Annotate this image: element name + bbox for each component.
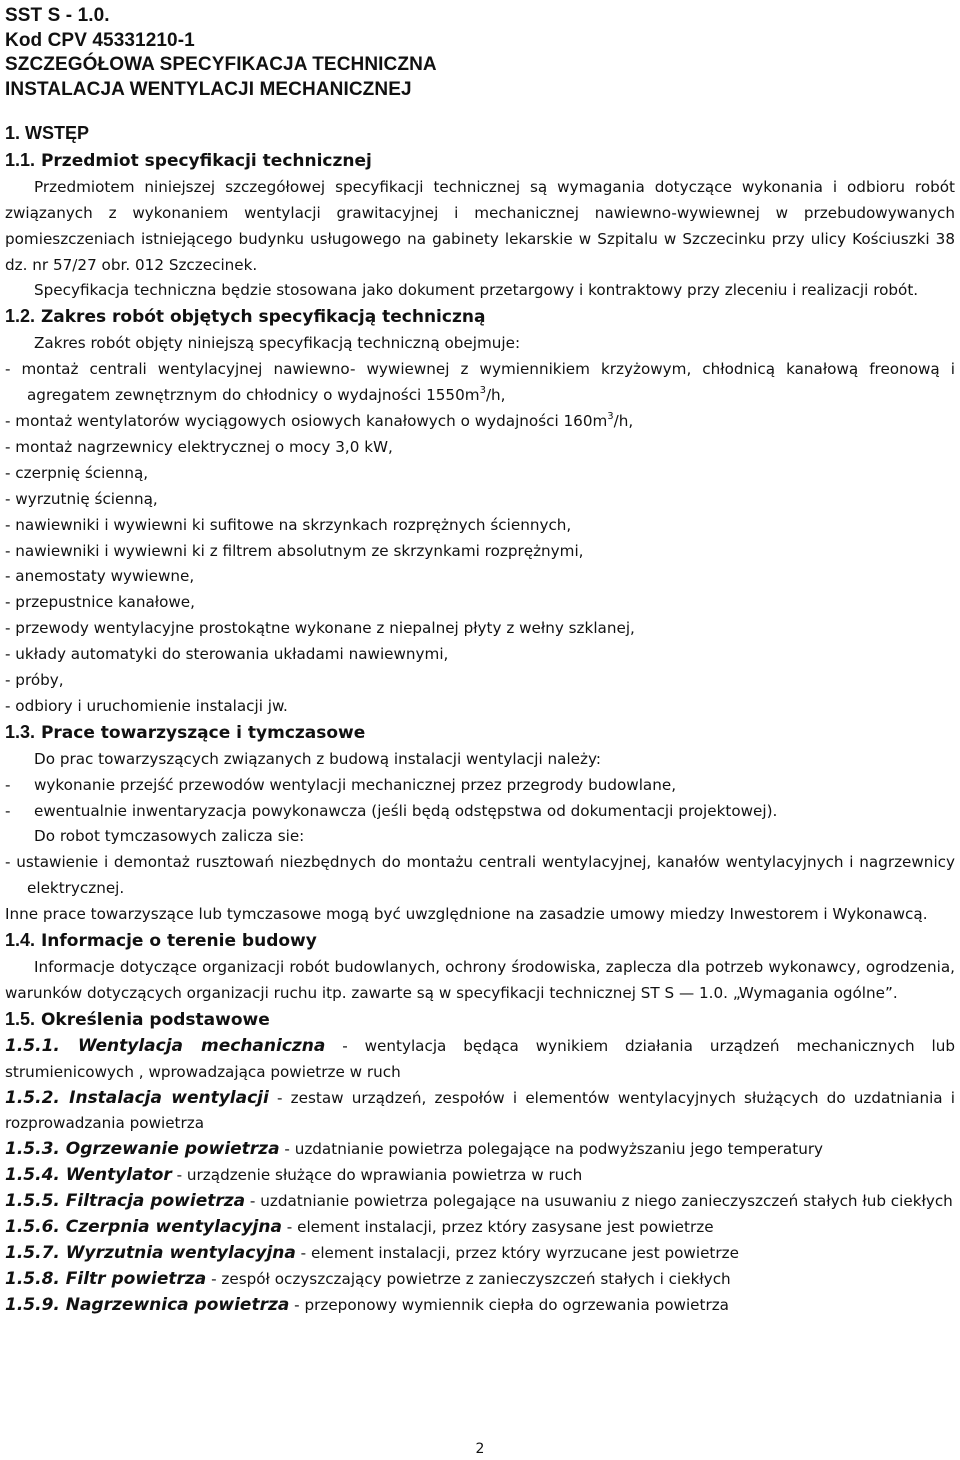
- paragraph-1-4: Informacje dotyczące organizacji robót budowlanych, ochrony środowiska, zaplecza dla potrzeb wykonawcy, ogrodzenia, warunków dotyczących organizacji ruchu itp. zawarte są w specyfikacji technicznej ST S — 1.0. „Wymagania ogólne”.: [5, 958, 955, 1002]
- scope-item: - nawiewniki i wywiewni ki sufitowe na skrzynkach rozprężnych ściennych,: [5, 515, 572, 534]
- section-heading-1-4: 1.4. Informacje o terenie budowy: [5, 930, 317, 952]
- scope-intro: Zakres robót objęty niniejszą specyfikacją techniczną obejmuje:: [34, 334, 521, 353]
- scope-item: - przewody wentylacyjne prostokątne wykonane z niepalnej płyty z wełny szklanej,: [5, 619, 635, 638]
- cpv-code: Kod CPV 45331210-1: [5, 29, 195, 51]
- spec-code: SST S - 1.0.: [5, 5, 110, 26]
- paragraph-1-3: Inne prace towarzyszące lub tymczasowe mogą być uwzględnione na zasadzie umowy miedzy Inwestorem i Wykonawcą.: [5, 905, 928, 924]
- definition-item: 1.5.3. Ogrzewanie powietrza - uzdatnianie powietrza polegające na podwyższaniu jego temperatury: [5, 1139, 824, 1160]
- definition-item: 1.5.2. Instalacja wentylacji - zestaw urządzeń, zespołów i elementów wentylacyjnych służących do uzdatniania i rozprowadzania powietrza: [5, 1087, 956, 1133]
- definition-item: 1.5.4. Wentylator - urządzenie służące do wprawiania powietrza w ruch: [5, 1165, 583, 1186]
- temporary-works-intro: Do robot tymczasowych zalicza sie:: [34, 827, 305, 846]
- scope-item: - anemostaty wywiewne,: [5, 567, 195, 586]
- scope-item: - próby,: [5, 671, 64, 690]
- section-heading-1-2: 1.2. Zakres robót objętych specyfikacją techniczną: [5, 306, 486, 328]
- definition-item: 1.5.7. Wyrzutnia wentylacyjna - element instalacji, przez który wyrzucane jest powietrze: [5, 1242, 739, 1263]
- definition-item: 1.5.6. Czerpnia wentylacyjna - element instalacji, przez który zasysane jest powietrze: [5, 1217, 714, 1238]
- scope-item: - nawiewniki i wywiewni ki z filtrem absolutnym ze skrzynkami rozprężnymi,: [5, 541, 584, 560]
- scope-item: - przepustnice kanałowe,: [5, 593, 195, 612]
- related-works-item: - ewentualnie inwentaryzacja powykonawcza (jeśli będą odstępstwa od dokumentacji projektowej).: [5, 801, 778, 820]
- related-works-item: - wykonanie przejść przewodów wentylacji mechanicznej przez przegrody budowlane,: [5, 775, 677, 794]
- section-heading-1-3: 1.3. Prace towarzyszące i tymczasowe: [5, 721, 366, 743]
- paragraph-1-1-b: Specyfikacja techniczna będzie stosowana jako dokument przetargowy i kontraktowy przy zleceniu i realizacji robót.: [34, 281, 919, 300]
- definition-item: 1.5.5. Filtracja powietrza - uzdatnianie powietrza polegające na usuwaniu z niego zanieczyszczeń stałych łub ciekłych: [5, 1191, 953, 1212]
- paragraph-1-1: Przedmiotem niniejszej szczegółowej specyfikacji technicznej są wymagania dotyczące wykonania i odbioru robót związanych z wykonaniem wentylacji grawitacyjnej i mechanicznej nawiewno-wywiewnej w przebudowywanych pomieszczeniach istniejącego budynku usługowego na gabinety lekarskie w Szpitalu w Szczecinku przy ulicy Kościuszki 38 dz. nr 57/27 obr. 012 Szczecinek.: [5, 177, 955, 274]
- scope-item: - montaż centrali wentylacyjnej nawiewno- wywiewnej z wymiennikiem krzyżowym, chłodnicą kanałową freonową i agregatem zewnętrznym do chłodnicy o wydajności $1550m^3/h$,: [5, 360, 955, 405]
- section-heading-1-5: 1.5. Określenia podstawowe: [5, 1008, 270, 1030]
- definition-item: 1.5.8. Filtr powietrza - zespół oczyszczający powietrze z zanieczyszczeń stałych i ciekłych: [5, 1268, 731, 1289]
- scope-item: - odbiory i uruchomienie instalacji jw.: [5, 696, 288, 715]
- document-body: [5, 121, 955, 1319]
- section-heading-1-1: 1.1. Przedmiot specyfikacji technicznej: [5, 149, 372, 171]
- temporary-works-item: - ustawienie i demontaż rusztowań niezbędnych do montażu centrali wentylacyjnej, kanałów wentylacyjnych i nagrzewnicy elektrycznej.: [5, 853, 955, 898]
- doc-subtitle: INSTALACJA WENTYLACJI MECHANICZNEJ: [5, 78, 412, 100]
- definition-item: 1.5.9. Nagrzewnica powietrza - przeponowy wymiennik ciepła do ogrzewania powietrza: [5, 1294, 729, 1315]
- doc-title: SZCZEGÓŁOWA SPECYFIKACJA TECHNICZNA: [5, 54, 437, 75]
- scope-item: - montaż wentylatorów wyciągowych osiowych kanałowych o wydajności $160m^3/h$,: [5, 410, 634, 430]
- scope-item: - czerpnię ścienną,: [5, 463, 149, 482]
- section-heading-wstep: 1. WSTĘP: [5, 123, 90, 143]
- document-header: [5, 4, 437, 102]
- page-number: 2: [475, 1441, 485, 1457]
- scope-item: - wyrzutnię ścienną,: [5, 489, 158, 508]
- scope-item: - układy automatyki do sterowania układami nawiewnymi,: [5, 645, 449, 664]
- related-works-intro: Do prac towarzyszących związanych z budową instalacji wentylacji należy:: [34, 749, 601, 768]
- scope-item: - montaż nagrzewnicy elektrycznej o mocy 3,0 kW,: [5, 437, 393, 456]
- definition-item: 1.5.1. Wentylacja mechaniczna - wentylacja będąca wynikiem działania urządzeń mechanicznych lub strumienicowych , wprowadzająca powietrze w ruch: [5, 1035, 955, 1081]
